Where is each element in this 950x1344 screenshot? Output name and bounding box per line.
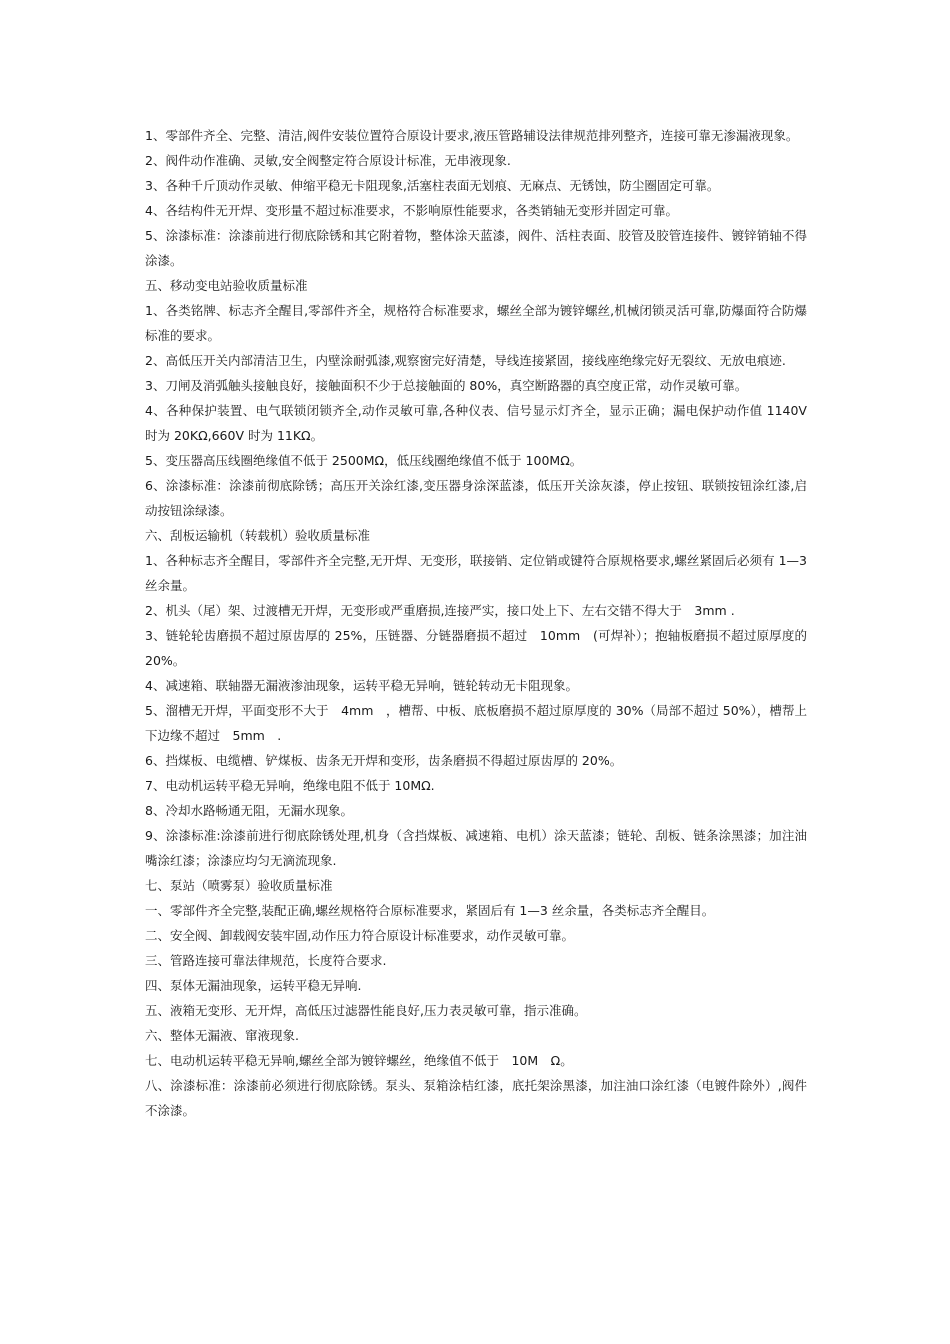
paragraph: 1、各类铭牌、标志齐全醒目,零部件齐全，规格符合标准要求，螺丝全部为镀锌螺丝,机械闭锁灵活可靠,防爆面符合防爆标准的要求。 <box>145 303 807 343</box>
paragraph: 2、机头（尾）架、过渡槽无开焊，无变形或严重磨损,连接严实，接口处上下、左右交错不得大于 3mm . <box>145 603 735 618</box>
paragraph: 六、整体无漏液、窜液现象. <box>145 1028 299 1043</box>
paragraph: 一、零部件齐全完整,装配正确,螺丝规格符合原标准要求，紧固后有 1—3 丝余量，各类标志齐全醒目。 <box>145 903 715 918</box>
paragraph: 9、涂漆标准:涂漆前进行彻底除锈处理,机身（含挡煤板、减速箱、电机）涂天蓝漆；链轮、刮板、链条涂黑漆；加注油嘴涂红漆；涂漆应均匀无滴流现象. <box>145 828 807 868</box>
document-body <box>145 123 807 1123</box>
section-heading: 五、移动变电站验收质量标准 <box>145 278 308 293</box>
paragraph: 6、挡煤板、电缆槽、铲煤板、齿条无开焊和变形，齿条磨损不得超过原齿厚的 20%。 <box>145 753 623 768</box>
paragraph: 6、涂漆标准：涂漆前彻底除锈；高压开关涂红漆,变压器身涂深蓝漆，低压开关涂灰漆，停止按钮、联锁按钮涂红漆,启动按钮涂绿漆。 <box>145 478 807 518</box>
paragraph: 1、各种标志齐全醒目，零部件齐全完整,无开焊、无变形，联接销、定位销或键符合原规格要求,螺丝紧固后必须有 1—3 丝余量。 <box>145 553 807 593</box>
paragraph: 8、冷却水路畅通无阻，无漏水现象。 <box>145 803 353 818</box>
paragraph: 五、液箱无变形、无开焊，高低压过滤器性能良好,压力表灵敏可靠，指示准确。 <box>145 1003 587 1018</box>
paragraph: 4、各种保护装置、电气联锁闭锁齐全,动作灵敏可靠,各种仪表、信号显示灯齐全，显示正确；漏电保护动作值 1140V 时为 20KΩ,660V 时为 11KΩ。 <box>145 403 807 443</box>
paragraph: 八、涂漆标准：涂漆前必须进行彻底除锈。泵头、泵箱涂桔红漆，底托架涂黑漆，加注油口涂红漆（电镀件除外）,阀件不涂漆。 <box>145 1078 807 1118</box>
paragraph: 二、安全阀、卸载阀安装牢固,动作压力符合原设计标准要求，动作灵敏可靠。 <box>145 928 574 943</box>
paragraph: 4、各结构件无开焊、变形量不超过标准要求，不影响原性能要求，各类销轴无变形并固定可靠。 <box>145 203 678 218</box>
section-heading: 六、刮板运输机（转载机）验收质量标准 <box>145 528 371 543</box>
paragraph: 1、零部件齐全、完整、清洁,阀件安装位置符合原设计要求,液压管路辅设法律规范排列整齐，连接可靠无渗漏液现象。 <box>145 128 799 143</box>
paragraph: 2、高低压开关内部清洁卫生，内壁涂耐弧漆,观察窗完好清楚，导线连接紧固，接线座绝缘完好无裂纹、无放电痕迹. <box>145 353 786 368</box>
paragraph: 3、刀闸及消弧触头接触良好，接触面积不少于总接触面的 80%，真空断路器的真空度正常，动作灵敏可靠。 <box>145 378 748 393</box>
paragraph: 4、减速箱、联轴器无漏液渗油现象，运转平稳无异响，链轮转动无卡阻现象。 <box>145 678 578 693</box>
section-heading: 七、泵站（喷雾泵）验收质量标准 <box>145 878 333 893</box>
paragraph: 三、管路连接可靠法律规范，长度符合要求. <box>145 953 387 968</box>
paragraph: 2、阀件动作准确、灵敏,安全阀整定符合原设计标准，无串液现象. <box>145 153 511 168</box>
paragraph: 5、溜槽无开焊，平面变形不大于 4mm ，槽帮、中板、底板磨损不超过原厚度的 30%（局部不超过 50%），槽帮上下边缘不超过 5mm . <box>145 703 807 743</box>
paragraph: 7、电动机运转平稳无异响，绝缘电阻不低于 10MΩ. <box>145 778 435 793</box>
paragraph: 3、各种千斤顶动作灵敏、伸缩平稳无卡阻现象,活塞柱表面无划痕、无麻点、无锈蚀，防尘圈固定可靠。 <box>145 178 720 193</box>
paragraph: 七、电动机运转平稳无异响,螺丝全部为镀锌螺丝，绝缘值不低于 10M Ω。 <box>145 1053 573 1068</box>
paragraph: 3、链轮轮齿磨损不超过原齿厚的 25%，压链器、分链器磨损不超过 10mm (可焊补）；抱轴板磨损不超过原厚度的 20%。 <box>145 628 807 668</box>
paragraph: 5、涂漆标准：涂漆前进行彻底除锈和其它附着物，整体涂天蓝漆，阀件、活柱表面、胶管及胶管连接件、镀锌销轴不得涂漆。 <box>145 228 807 268</box>
paragraph: 5、变压器高压线圈绝缘值不低于 2500MΩ，低压线圈绝缘值不低于 100MΩ。 <box>145 453 583 468</box>
paragraph: 四、泵体无漏油现象，运转平稳无异响. <box>145 978 362 993</box>
